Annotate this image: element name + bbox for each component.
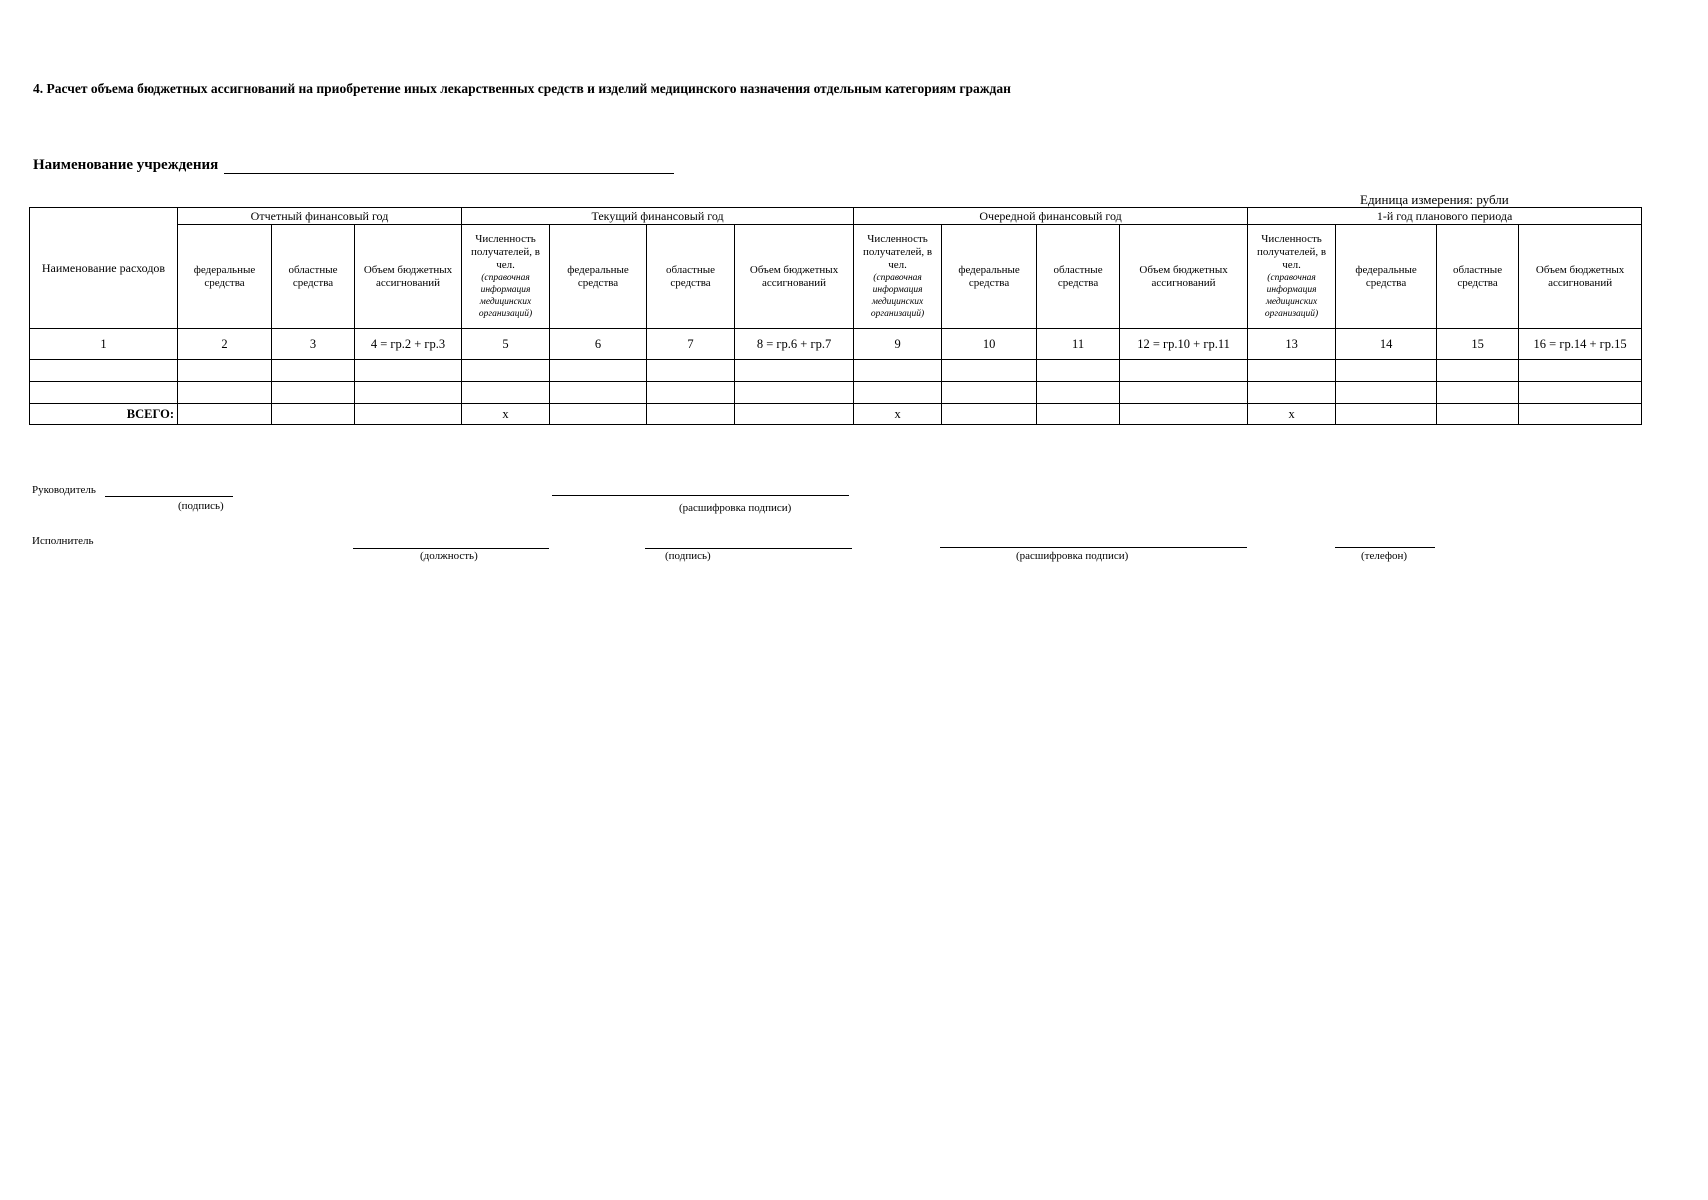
- group-reporting-year: Отчетный финансовый год: [178, 208, 462, 225]
- col-regional: областные средства: [647, 225, 735, 329]
- total-row: [30, 404, 1642, 425]
- col-recipients-count-note: (справочная информация медицинских организаций): [478, 273, 533, 319]
- col-number: 7: [647, 329, 735, 360]
- col-federal: федеральные средства: [550, 225, 647, 329]
- table-cell[interactable]: [1519, 404, 1642, 425]
- col-number: 11: [1037, 329, 1120, 360]
- table-cell[interactable]: [735, 382, 854, 404]
- executor-signature-caption: (подпись): [665, 550, 711, 562]
- col-number: 3: [272, 329, 355, 360]
- col-regional: областные средства: [1437, 225, 1519, 329]
- executor-signature-line[interactable]: [645, 536, 852, 549]
- table-cell[interactable]: [272, 404, 355, 425]
- col-regional: областные средства: [272, 225, 355, 329]
- document-title: 4. Расчет объема бюджетных ассигнований на приобретение иных лекарственных средств и изделий медицинского назначения отдельным категориям граждан: [33, 81, 1011, 96]
- table-cell[interactable]: [1120, 404, 1248, 425]
- col-recipients-count: [1248, 225, 1336, 329]
- table-cell[interactable]: [1519, 360, 1642, 382]
- col-number: 1: [30, 329, 178, 360]
- head-signature-caption: (подпись): [178, 500, 224, 512]
- group-next-year: Очередной финансовый год: [854, 208, 1248, 225]
- col-volume: Объем бюджетных ассигнований: [735, 225, 854, 329]
- col-number: 8 = гр.6 + гр.7: [735, 329, 854, 360]
- table-group-header-row: [30, 208, 1642, 225]
- table-cell[interactable]: [30, 382, 178, 404]
- executor-decoding-line[interactable]: [940, 535, 1247, 548]
- head-signature-line[interactable]: [105, 484, 233, 497]
- col-recipients-count-main: Численность получателей, в чел.: [471, 233, 541, 271]
- col-number: 14: [1336, 329, 1437, 360]
- table-cell[interactable]: [854, 382, 942, 404]
- table-cell[interactable]: [30, 360, 178, 382]
- table-cell[interactable]: [1437, 404, 1519, 425]
- table-cell[interactable]: [1336, 404, 1437, 425]
- table-cell[interactable]: [1037, 404, 1120, 425]
- table-cell[interactable]: [1037, 382, 1120, 404]
- table-cell[interactable]: [1037, 360, 1120, 382]
- table-cell[interactable]: [550, 360, 647, 382]
- table-cell[interactable]: [462, 382, 550, 404]
- x-mark: х: [854, 404, 942, 425]
- table-cell[interactable]: [272, 360, 355, 382]
- col-recipients-count-main: Численность получателей, в чел.: [1257, 233, 1327, 271]
- table-row: [30, 360, 1642, 382]
- budget-table: [29, 207, 1642, 425]
- col-volume: Объем бюджетных ассигнований: [1519, 225, 1642, 329]
- col-number: 9: [854, 329, 942, 360]
- col-federal: федеральные средства: [178, 225, 272, 329]
- col-regional: областные средства: [1037, 225, 1120, 329]
- table-cell[interactable]: [1336, 360, 1437, 382]
- col-number: 2: [178, 329, 272, 360]
- table-cell[interactable]: [735, 360, 854, 382]
- table-cell[interactable]: [942, 360, 1037, 382]
- table-column-header-row: [30, 225, 1642, 329]
- table-row: [30, 382, 1642, 404]
- col-volume: Объем бюджетных ассигнований: [355, 225, 462, 329]
- table-cell[interactable]: [355, 404, 462, 425]
- col-number: 10: [942, 329, 1037, 360]
- col-number: 16 = гр.14 + гр.15: [1519, 329, 1642, 360]
- institution-field: [33, 157, 674, 174]
- table-cell[interactable]: [735, 404, 854, 425]
- executor-position-caption: (должность): [420, 550, 478, 562]
- table-cell[interactable]: [1519, 382, 1642, 404]
- table-cell[interactable]: [1437, 382, 1519, 404]
- table-cell[interactable]: [942, 404, 1037, 425]
- head-decoding-caption: (расшифровка подписи): [679, 502, 792, 514]
- table-cell[interactable]: [942, 382, 1037, 404]
- table-cell[interactable]: [1336, 382, 1437, 404]
- col-recipients-count: [854, 225, 942, 329]
- table-cell[interactable]: [1248, 382, 1336, 404]
- table-cell[interactable]: [647, 360, 735, 382]
- col-recipients-count-note: (справочная информация медицинских организаций): [1264, 273, 1319, 319]
- head-decoding-line[interactable]: [552, 483, 849, 496]
- units-label: Единица измерения: рубли: [1360, 192, 1509, 207]
- col-volume: Объем бюджетных ассигнований: [1120, 225, 1248, 329]
- column-number-row: [30, 329, 1642, 360]
- total-label: ВСЕГО:: [30, 404, 178, 425]
- col-number: 12 = гр.10 + гр.11: [1120, 329, 1248, 360]
- col-federal: федеральные средства: [942, 225, 1037, 329]
- col-number: 6: [550, 329, 647, 360]
- col-federal: федеральные средства: [1336, 225, 1437, 329]
- table-cell[interactable]: [178, 404, 272, 425]
- institution-label: Наименование учреждения: [33, 157, 219, 173]
- col-recipients-count-main: Численность получателей, в чел.: [863, 233, 933, 271]
- executor-phone-line[interactable]: [1335, 535, 1435, 548]
- institution-input-line[interactable]: [224, 159, 674, 174]
- head-label: Руководитель: [32, 484, 96, 496]
- group-plan-year-1: 1-й год планового периода: [1248, 208, 1642, 225]
- executor-position-line[interactable]: [353, 536, 549, 549]
- table-cell[interactable]: [178, 360, 272, 382]
- executor-phone-caption: (телефон): [1361, 550, 1408, 562]
- table-cell[interactable]: [355, 360, 462, 382]
- table-cell[interactable]: [1437, 360, 1519, 382]
- table-cell[interactable]: [550, 382, 647, 404]
- col-recipients-count-note: (справочная информация медицинских организаций): [870, 273, 925, 319]
- table-cell[interactable]: [1120, 360, 1248, 382]
- table-cell[interactable]: [1248, 360, 1336, 382]
- header-expense-name: Наименование расходов: [30, 208, 178, 329]
- table-cell[interactable]: [462, 360, 550, 382]
- table-cell[interactable]: [178, 382, 272, 404]
- executor-label: Исполнитель: [32, 535, 94, 547]
- x-mark: х: [1248, 404, 1336, 425]
- col-number: 15: [1437, 329, 1519, 360]
- col-number: 4 = гр.2 + гр.3: [355, 329, 462, 360]
- table-cell[interactable]: [854, 360, 942, 382]
- table-cell[interactable]: [272, 382, 355, 404]
- x-mark: х: [462, 404, 550, 425]
- table-cell[interactable]: [647, 404, 735, 425]
- col-number: 5: [462, 329, 550, 360]
- table-cell[interactable]: [550, 404, 647, 425]
- table-cell[interactable]: [647, 382, 735, 404]
- executor-decoding-caption: (расшифровка подписи): [1016, 550, 1129, 562]
- col-recipients-count: [462, 225, 550, 329]
- table-cell[interactable]: [1120, 382, 1248, 404]
- table-cell[interactable]: [355, 382, 462, 404]
- group-current-year: Текущий финансовый год: [462, 208, 854, 225]
- col-number: 13: [1248, 329, 1336, 360]
